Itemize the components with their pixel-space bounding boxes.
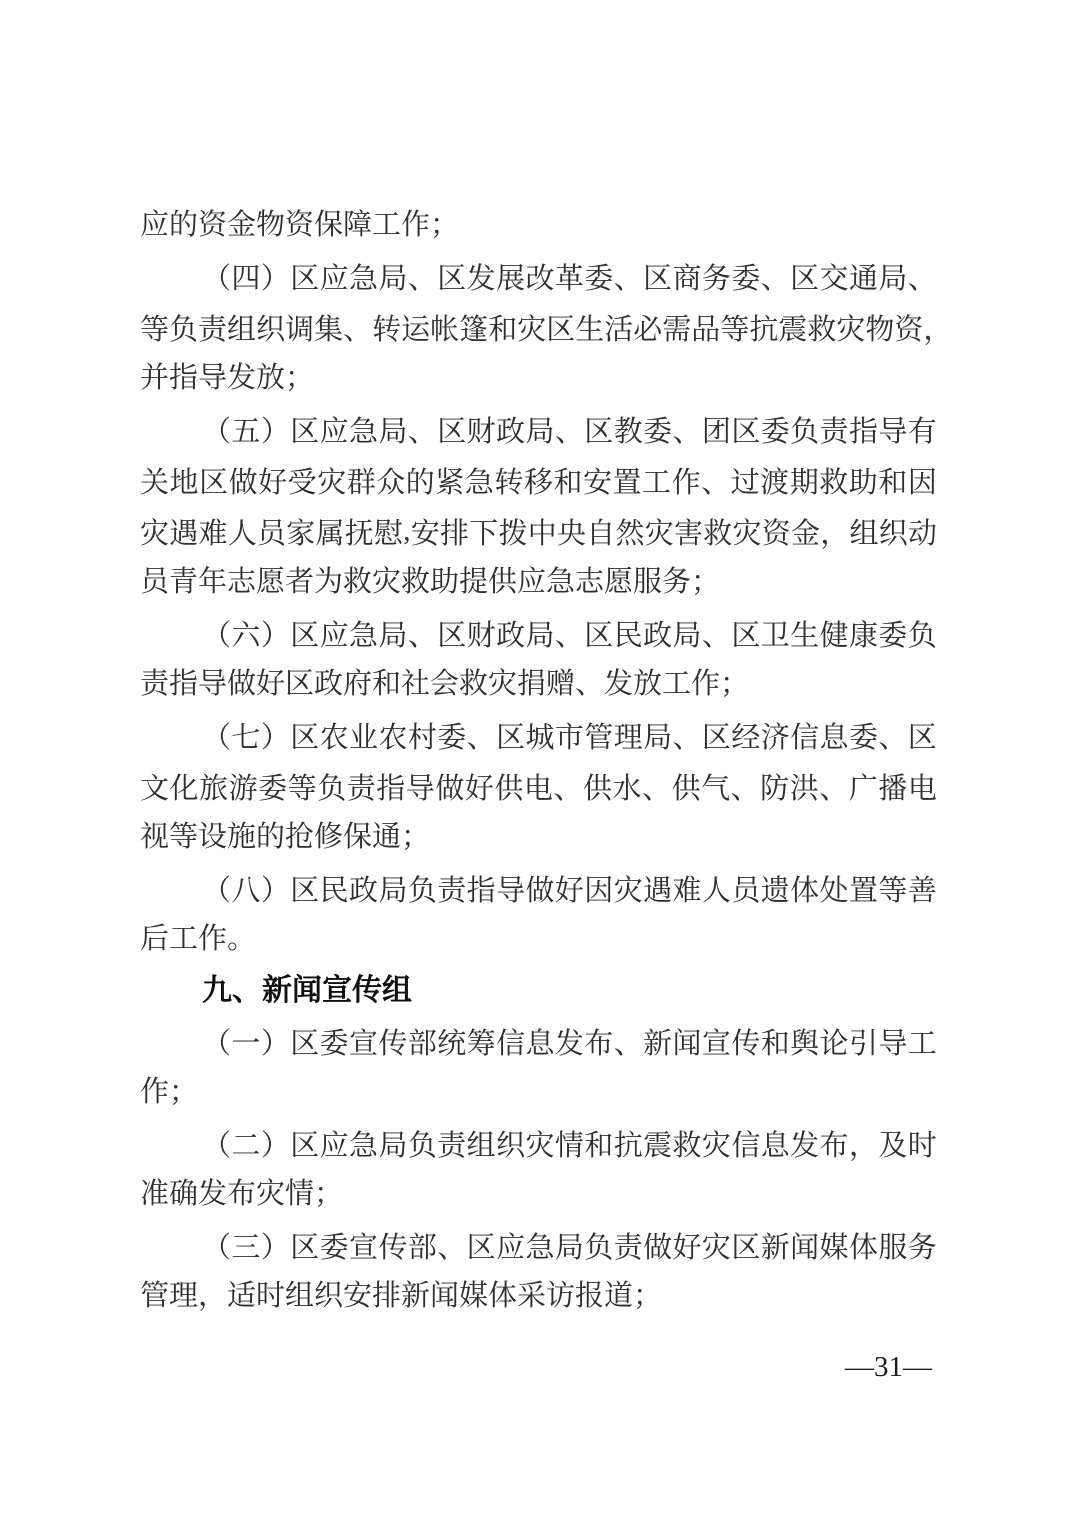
text-line: （ 八 ） 区 民 政 局 负 责 指 导 做 好 因 灾 遇 难 人 员 遗 体 处 置 等 善: [202, 875, 937, 907]
page-number: —31—: [845, 1351, 932, 1383]
document-body: [140, 200, 953, 1322]
text-line: 作；: [140, 1076, 199, 1108]
text-line: 等 负 责 组 织 调 集 、 转 运 帐 篷 和 灾 区 生 活 必 需 品 等 抗 震 救 灾 物 资 ，: [140, 314, 953, 346]
text-line: 管理，适时组织安排新闻媒体采访报道；: [140, 1280, 663, 1312]
text-line: 关 地 区 做 好 受 灾 群 众 的 紧 急 转 移 和 安 置 工 作 、 过 渡 期 救 助 和 因: [140, 467, 937, 499]
text-line: 后工作。: [140, 923, 257, 955]
text-line: （ 三 ） 区 委 宣 传 部 、 区 应 急 局 负 责 做 好 灾 区 新 闻 媒 体 服 务: [202, 1232, 937, 1264]
text-line: （ 二 ） 区 应 急 局 负 责 组 织 灾 情 和 抗 震 救 灾 信 息 发 布 ， 及 时: [202, 1130, 937, 1162]
text-line: 视等设施的抢修保通；: [140, 821, 431, 853]
text-line: （ 七 ） 区 农 业 农 村 委 、 区 城 市 管 理 局 、 区 经 济 信 息 委 、 区: [202, 722, 937, 754]
text-line: 灾 遇 难 人 员 家 属 抚 慰 , 安 排 下 拨 中 央 自 然 灾 害 救 灾 资 金 ， 组 织 动: [140, 515, 937, 550]
text-line: （ 六 ） 区 应 急 局 、 区 财 政 局 、 区 民 政 局 、 区 卫 生 健 康 委 负: [202, 620, 937, 652]
text-line: 文 化 旅 游 委 等 负 责 指 导 做 好 供 电 、 供 水 、 供 气 、 防 洪 、 广 播 电: [140, 773, 937, 805]
text-line: 应的资金物资保障工作；: [140, 209, 460, 241]
section-heading: 九、新闻宣传组: [202, 974, 412, 1007]
text-line: 员青年志愿者为救灾救助提供应急志愿服务；: [140, 566, 721, 598]
text-line: 准确发布灾情；: [140, 1178, 344, 1210]
text-line: （ 四 ） 区 应 急 局 、 区 发 展 改 革 委 、 区 商 务 委 、 区 交 通 局 、: [202, 263, 937, 295]
text-line: （ 五 ） 区 应 急 局 、 区 财 政 局 、 区 教 委 、 团 区 委 负 责 指 导 有: [202, 416, 937, 448]
text-line: 责指导做好区政府和社会救灾捐赠、发放工作；: [140, 668, 750, 700]
text-line: 并指导发放；: [140, 362, 315, 394]
text-line: （ 一 ） 区 委 宣 传 部 统 筹 信 息 发 布 、 新 闻 宣 传 和 舆 论 引 导 工: [202, 1028, 937, 1060]
